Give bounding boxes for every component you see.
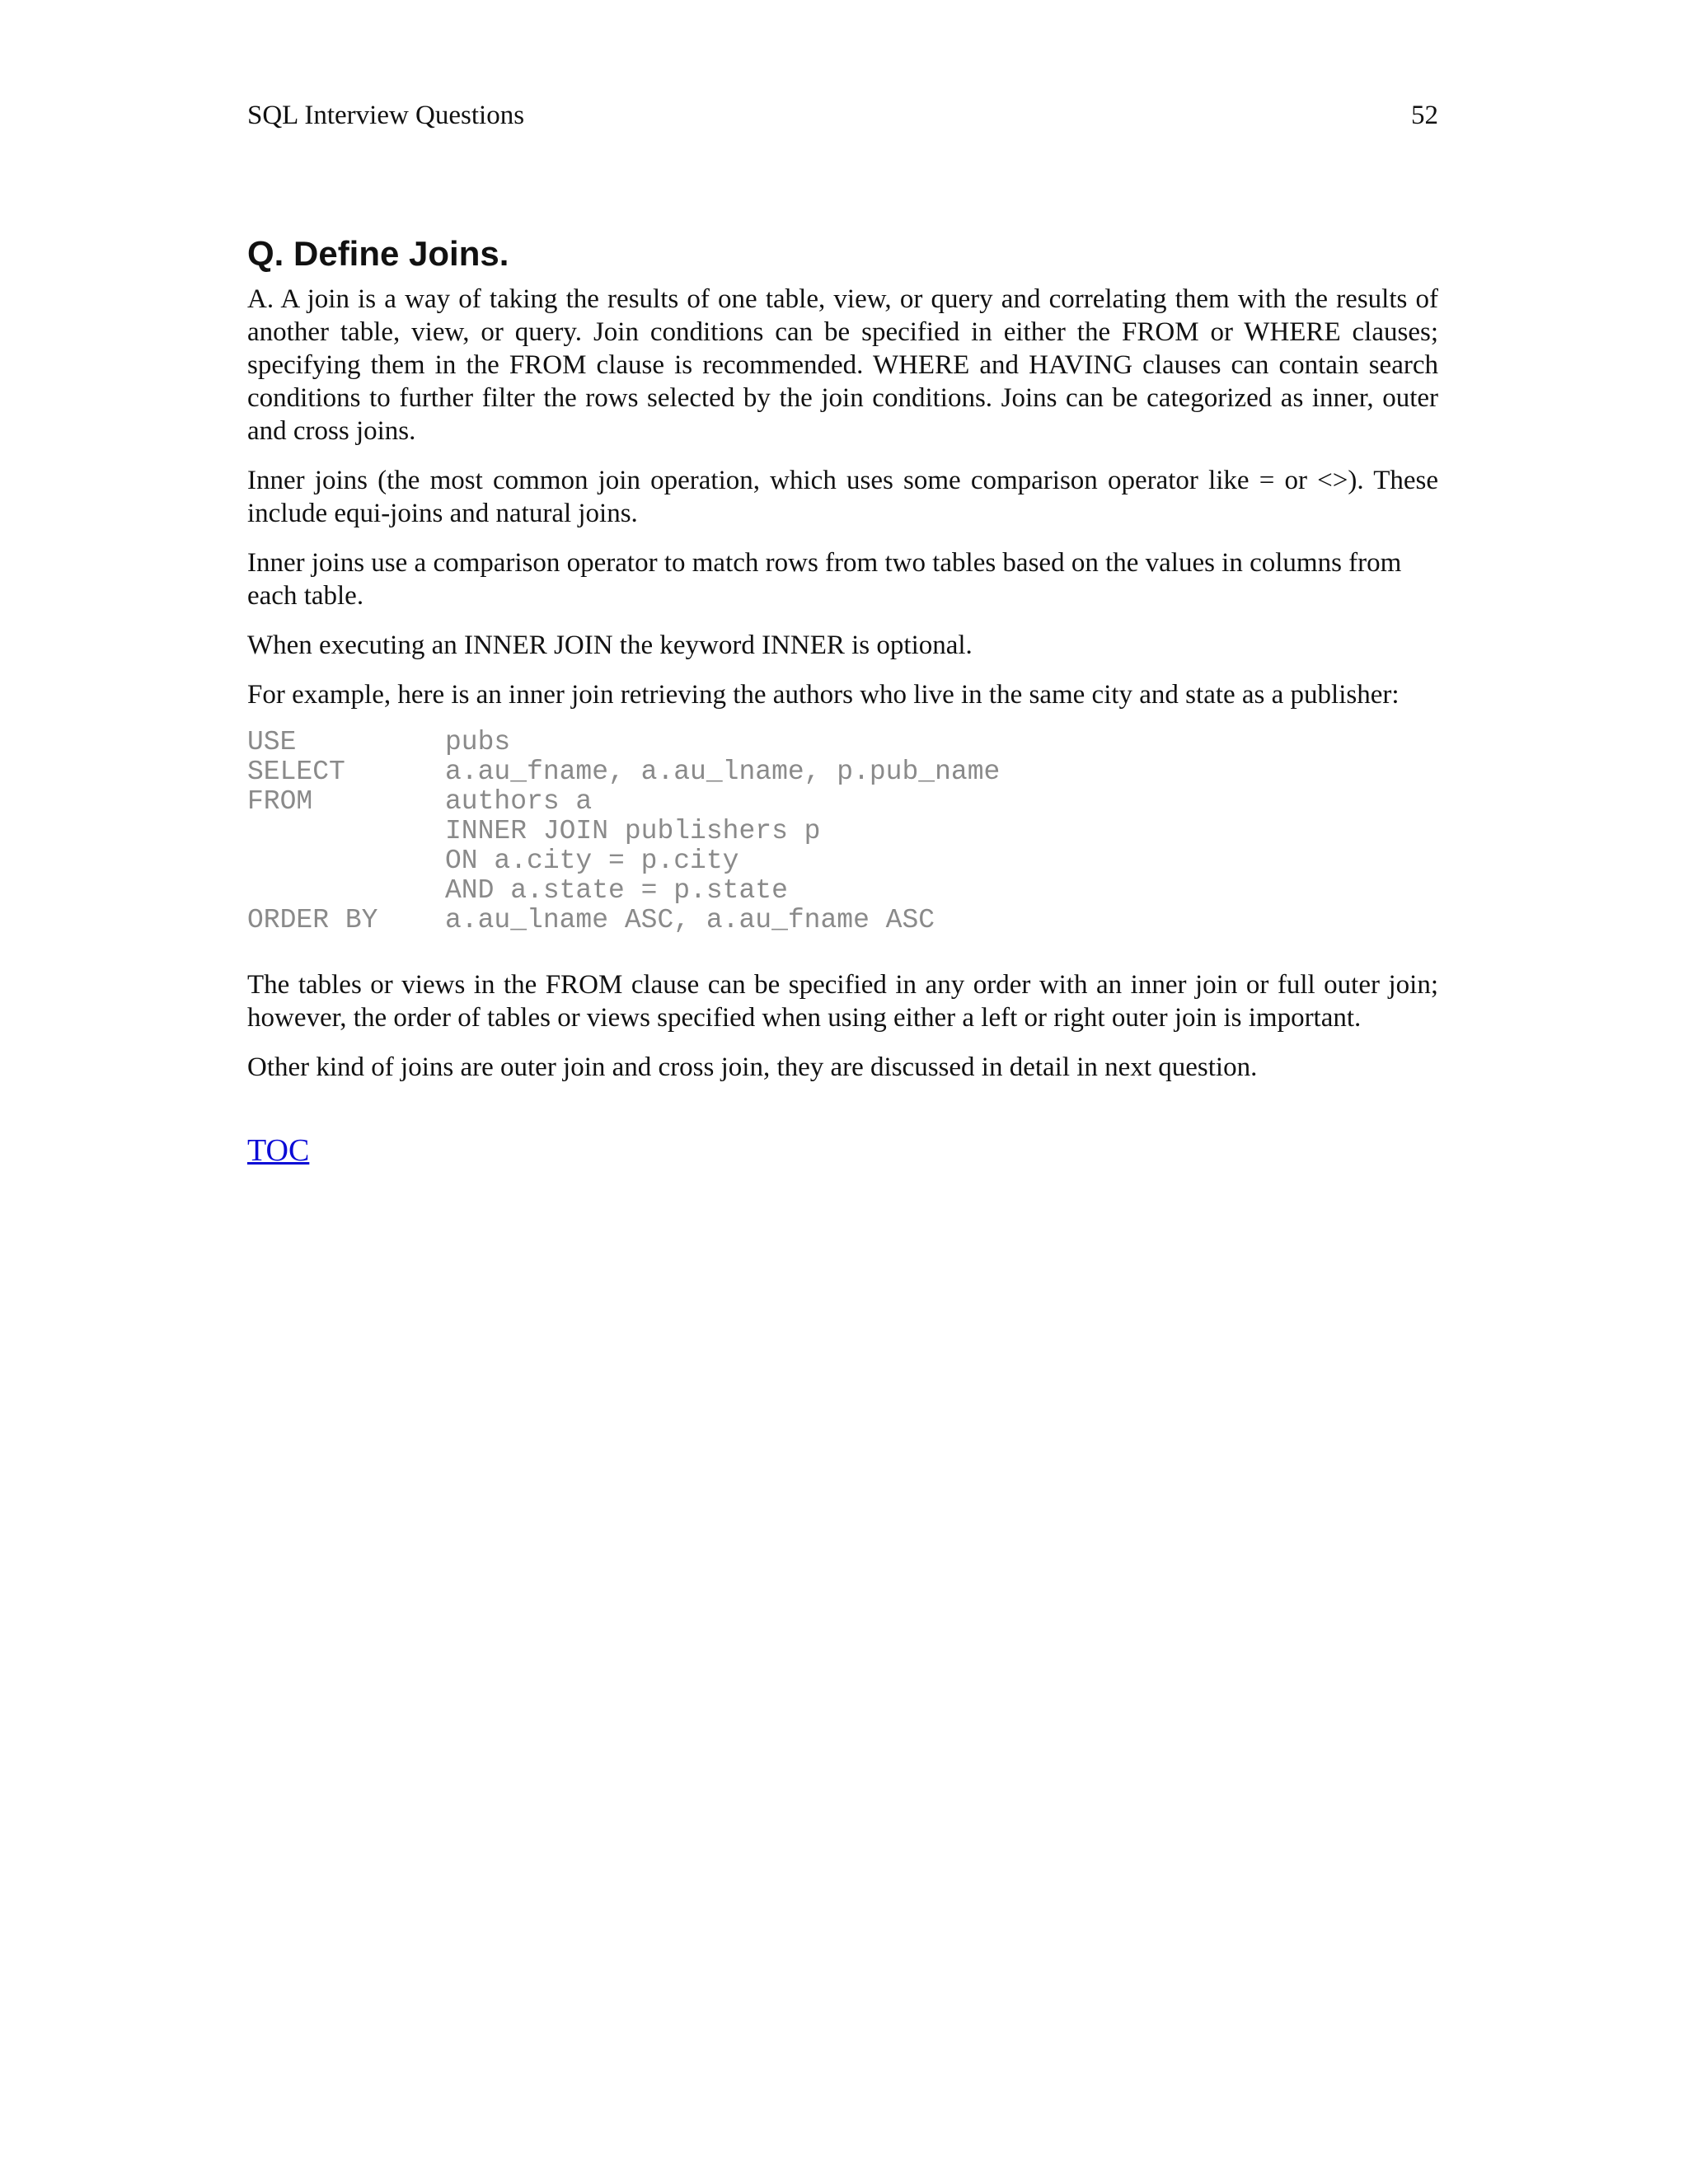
inner-joins-paragraph: Inner joins (the most common join operation, which uses some comparison operator like = or <>). These include equi-joins and natural joins. xyxy=(247,466,1438,528)
code-keyword: FROM xyxy=(247,786,313,817)
question-answer-body xyxy=(247,283,1438,1169)
code-keyword: USE xyxy=(247,727,297,757)
code-keyword xyxy=(247,876,445,906)
sql-code-block xyxy=(247,728,1438,935)
code-line xyxy=(247,787,1438,817)
code-keyword xyxy=(247,817,445,846)
code-text: INNER JOIN publishers p xyxy=(445,816,821,846)
code-line xyxy=(247,757,1438,787)
inner-keyword-paragraph: When executing an INNER JOIN the keyword INNER is optional. xyxy=(247,630,973,660)
question-title: Q. Define Joins. xyxy=(247,234,509,273)
page-number: 52 xyxy=(1411,101,1438,130)
answer-paragraph: A. A join is a way of taking the results of one table, view, or query and correlating them with the results of another table, view, or query. Join conditions can be specified in either the FROM or WHERE clauses; specifying them in the FROM clause is recommended. WHERE and HAVING clauses can contain search conditions to further filter the rows selected by the join conditions. Joins can be categorized as inner, outer and cross joins. xyxy=(247,284,1438,446)
running-header xyxy=(247,97,1438,134)
code-keyword: SELECT xyxy=(247,757,345,787)
code-line xyxy=(247,846,1438,876)
code-text: a.au_fname, a.au_lname, p.pub_name xyxy=(445,757,1001,787)
example-intro-paragraph: For example, here is an inner join retrieving the authors who live in the same city and state as a publisher: xyxy=(247,680,1400,710)
inner-joins-comparison-paragraph: Inner joins use a comparison operator to match rows from two tables based on the values in columns from each table. xyxy=(247,548,1402,611)
code-text: pubs xyxy=(445,727,511,757)
code-text: ON a.city = p.city xyxy=(445,846,739,876)
code-keyword: ORDER BY xyxy=(247,905,378,935)
code-line xyxy=(247,817,1438,846)
toc-link[interactable]: TOC xyxy=(247,1133,310,1168)
code-line xyxy=(247,906,1438,935)
code-line xyxy=(247,876,1438,906)
code-text: AND a.state = p.state xyxy=(445,875,788,906)
header-title: SQL Interview Questions xyxy=(247,101,525,130)
code-keyword xyxy=(247,846,445,876)
other-joins-paragraph: Other kind of joins are outer join and cross join, they are discussed in detail in next question. xyxy=(247,1052,1258,1082)
code-text: authors a xyxy=(445,786,593,817)
code-text: a.au_lname ASC, a.au_fname ASC xyxy=(445,905,935,935)
code-line xyxy=(247,728,1438,757)
table-order-paragraph: The tables or views in the FROM clause can be specified in any order with an inner join or full outer join; however, the order of tables or views specified when using either a left or right outer join is important. xyxy=(247,970,1438,1033)
